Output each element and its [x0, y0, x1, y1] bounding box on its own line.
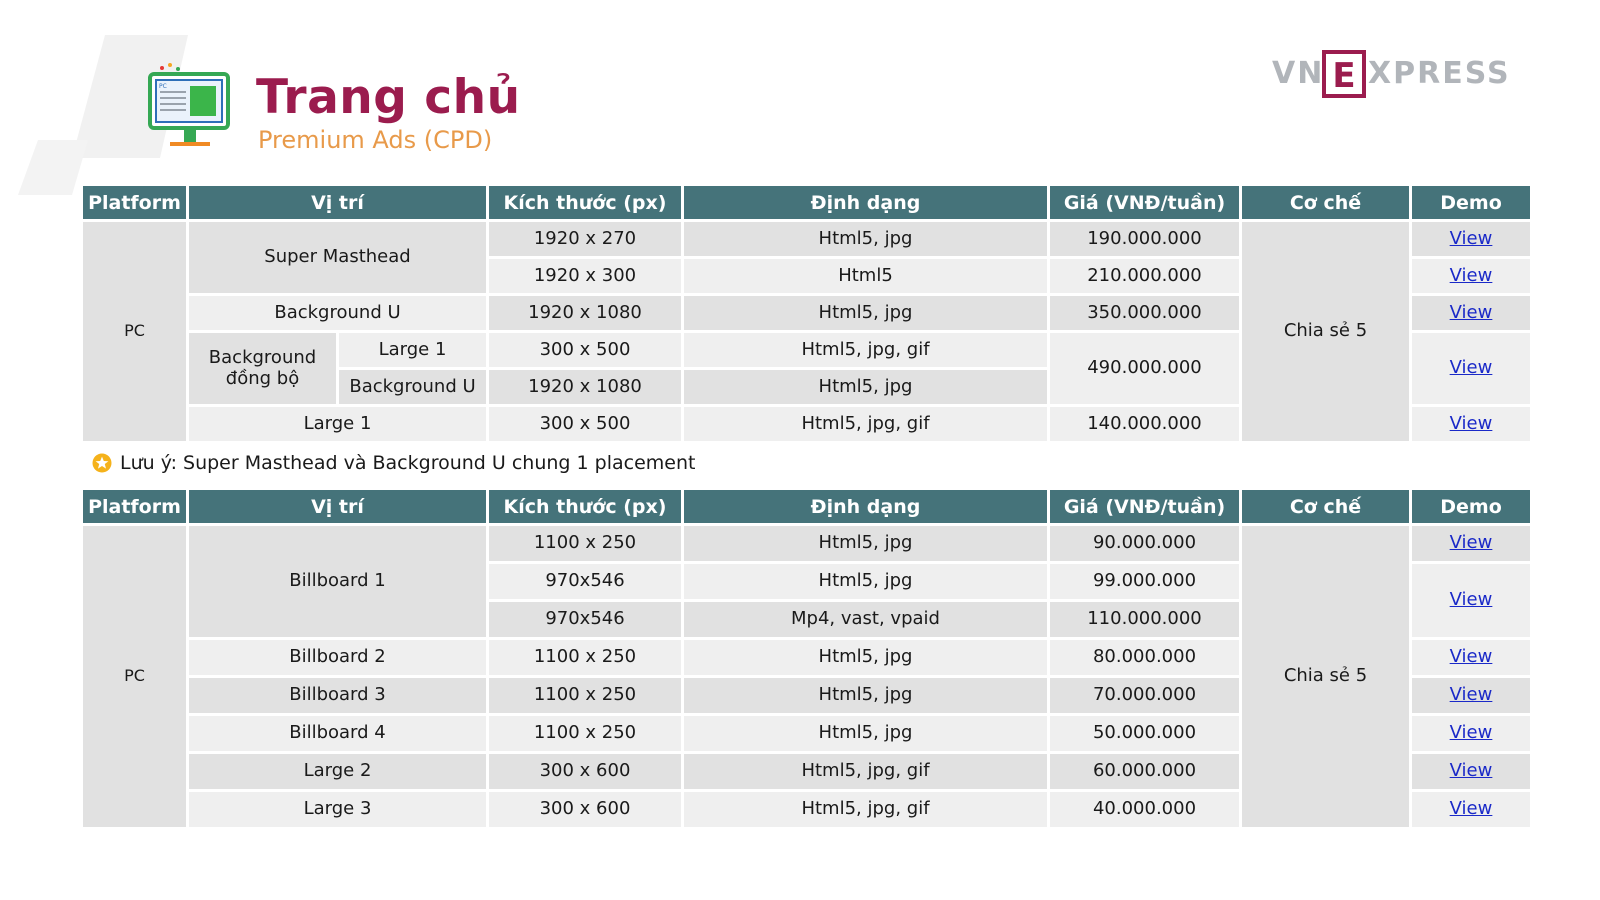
position-cell: Large 3: [188, 791, 488, 829]
price-cell: 210.000.000: [1049, 258, 1241, 295]
col-platform: Platform: [82, 489, 188, 525]
size-cell: 1100 x 250: [488, 639, 683, 677]
size-cell: 1920 x 1080: [488, 369, 683, 406]
position-cell: Billboard 3: [188, 677, 488, 715]
format-cell: Html5, jpg: [683, 369, 1049, 406]
format-cell: Html5, jpg, gif: [683, 406, 1049, 443]
pricing-table-2: [80, 487, 1533, 830]
format-cell: Html5, jpg: [683, 715, 1049, 753]
position-cell: Billboard 2: [188, 639, 488, 677]
position-cell: Super Masthead: [188, 221, 488, 295]
size-cell: 1920 x 300: [488, 258, 683, 295]
view-link[interactable]: View: [1449, 264, 1493, 286]
pricing-table-1: [80, 183, 1533, 444]
position-cell: Large 2: [188, 753, 488, 791]
logo-e-mark: [1322, 50, 1366, 98]
view-link[interactable]: View: [1449, 722, 1493, 744]
price-cell: 90.000.000: [1049, 525, 1241, 563]
size-cell: 1920 x 270: [488, 221, 683, 258]
size-cell: 1100 x 250: [488, 715, 683, 753]
price-cell: 490.000.000: [1049, 332, 1241, 406]
format-cell: Html5, jpg, gif: [683, 753, 1049, 791]
page-subtitle: Premium Ads (CPD): [258, 126, 493, 154]
svg-text:PC: PC: [159, 83, 167, 90]
price-cell: 99.000.000: [1049, 563, 1241, 601]
col-price: Giá (VNĐ/tuần): [1049, 489, 1241, 525]
size-cell: 300 x 500: [488, 406, 683, 443]
size-cell: 1920 x 1080: [488, 295, 683, 332]
note: [92, 452, 695, 474]
view-link[interactable]: View: [1449, 357, 1493, 379]
col-position: Vị trí: [188, 185, 488, 221]
position-cell: Billboard 1: [188, 525, 488, 639]
view-link[interactable]: View: [1449, 798, 1493, 820]
price-cell: 70.000.000: [1049, 677, 1241, 715]
format-cell: Html5, jpg: [683, 525, 1049, 563]
price-cell: 40.000.000: [1049, 791, 1241, 829]
position-cell: Background U: [188, 295, 488, 332]
col-size: Kích thước (px): [488, 185, 683, 221]
view-link[interactable]: View: [1449, 760, 1493, 782]
view-link[interactable]: View: [1449, 589, 1493, 611]
price-cell: 350.000.000: [1049, 295, 1241, 332]
star-circle-icon: [92, 453, 112, 473]
view-link[interactable]: View: [1449, 684, 1493, 706]
view-link[interactable]: View: [1449, 646, 1493, 668]
vnexpress-logo: VN E XPRESS: [1272, 50, 1522, 100]
size-cell: 300 x 500: [488, 332, 683, 369]
size-cell: 970x546: [488, 563, 683, 601]
format-cell: Html5, jpg: [683, 563, 1049, 601]
col-position: Vị trí: [188, 489, 488, 525]
col-price: Giá (VNĐ/tuần): [1049, 185, 1241, 221]
pc-monitor-icon: [146, 62, 236, 154]
position-cell: Billboard 4: [188, 715, 488, 753]
sub-position-cell: Background U: [338, 369, 488, 406]
col-demo: Demo: [1411, 489, 1532, 525]
view-link[interactable]: View: [1449, 532, 1493, 554]
view-link[interactable]: View: [1449, 301, 1493, 323]
format-cell: Html5, jpg, gif: [683, 791, 1049, 829]
view-link[interactable]: View: [1449, 227, 1493, 249]
format-cell: Html5, jpg, gif: [683, 332, 1049, 369]
col-format: Định dạng: [683, 185, 1049, 221]
price-cell: 190.000.000: [1049, 221, 1241, 258]
price-cell: 110.000.000: [1049, 601, 1241, 639]
size-cell: 970x546: [488, 601, 683, 639]
size-cell: 300 x 600: [488, 753, 683, 791]
format-cell: Mp4, vast, vpaid: [683, 601, 1049, 639]
format-cell: Html5, jpg: [683, 295, 1049, 332]
col-demo: Demo: [1411, 185, 1532, 221]
position-cell: Background đồng bộ: [188, 332, 338, 406]
svg-text:E: E: [1332, 56, 1356, 96]
price-cell: 140.000.000: [1049, 406, 1241, 443]
col-format: Định dạng: [683, 489, 1049, 525]
page-title: Trang chủ: [256, 70, 521, 125]
col-mechanism: Cơ chế: [1241, 185, 1411, 221]
table-row: [82, 525, 1532, 563]
view-link[interactable]: View: [1449, 412, 1493, 434]
size-cell: 1100 x 250: [488, 677, 683, 715]
price-cell: 50.000.000: [1049, 715, 1241, 753]
platform-cell: PC: [82, 221, 188, 443]
col-mechanism: Cơ chế: [1241, 489, 1411, 525]
table-header-row: [82, 185, 1532, 221]
note-text: Lưu ý: Super Masthead và Background U chung 1 placement: [120, 452, 696, 474]
mechanism-cell: Chia sẻ 5: [1241, 221, 1411, 443]
format-cell: Html5: [683, 258, 1049, 295]
format-cell: Html5, jpg: [683, 639, 1049, 677]
sub-position-cell: Large 1: [338, 332, 488, 369]
price-cell: 60.000.000: [1049, 753, 1241, 791]
col-platform: Platform: [82, 185, 188, 221]
price-cell: 80.000.000: [1049, 639, 1241, 677]
format-cell: Html5, jpg: [683, 677, 1049, 715]
col-size: Kích thước (px): [488, 489, 683, 525]
platform-cell: PC: [82, 525, 188, 829]
position-cell: Large 1: [188, 406, 488, 443]
table-row: [82, 221, 1532, 258]
format-cell: Html5, jpg: [683, 221, 1049, 258]
size-cell: 300 x 600: [488, 791, 683, 829]
mechanism-cell: Chia sẻ 5: [1241, 525, 1411, 829]
size-cell: 1100 x 250: [488, 525, 683, 563]
table-header-row: [82, 489, 1532, 525]
